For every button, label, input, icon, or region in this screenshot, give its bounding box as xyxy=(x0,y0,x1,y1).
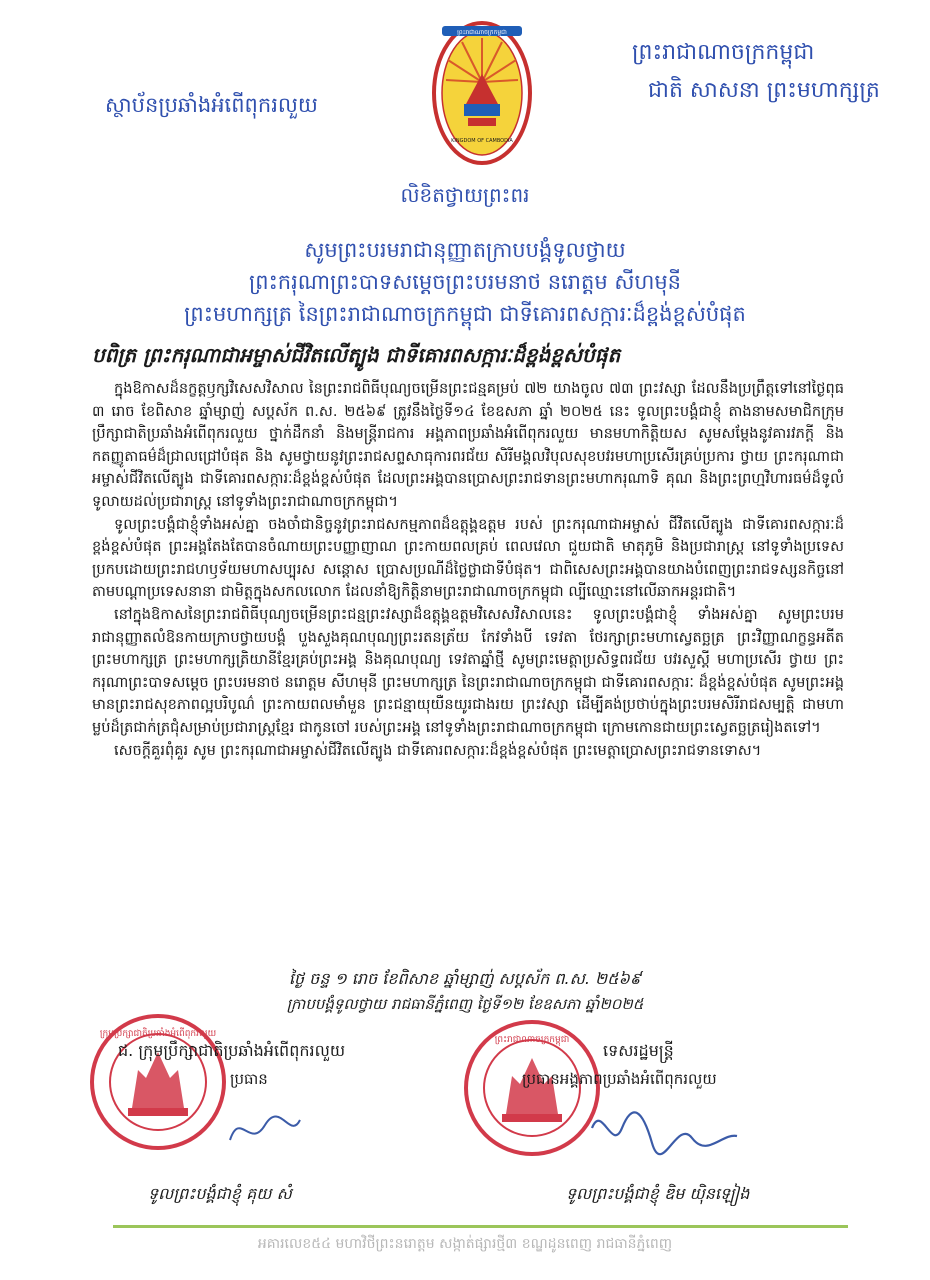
place-date: ក្រាបបង្គំទូលថ្វាយ រាជធានីភ្នំពេញ ថ្ងៃទី១២ ខែឧសភា ឆ្នាំ២០២៥ xyxy=(286,995,644,1013)
right-seal-text: ព្រះរាជាណាចក្រកម្ពុជា xyxy=(494,1035,570,1045)
emblem-top-text: ព្រះរាជាណាចក្រកម្ពុជា xyxy=(457,29,507,36)
right-signatory-role: ប្រធានអង្គភាពប្រឆាំងអំពើពុករលួយ xyxy=(522,1070,717,1088)
left-signatory-name: ទូលព្រះបង្គំជាខ្ញុំ គុយ សំ xyxy=(148,1184,292,1203)
address-line-1: សូមព្រះបរមរាជានុញ្ញាតក្រាបបង្គំទូលថ្វាយ xyxy=(304,238,626,262)
document-title: លិខិតថ្វាយព្រះពរ xyxy=(400,183,530,207)
paragraph: ទូលព្រះបង្គំជាខ្ញុំទាំងអស់គ្នា ចងចាំជានិច្ចនូវព្រះរាជសកម្មភាពដ៏ឧត្តុង្គឧត្តម របស់ ព្រះករុណាជាអម្ចាស់ ជីវិតលើត្បូង ជាទីគោរពសក្ការៈដ៏ខ្ពង់ខ្ពស់បំផុត ព្រះអង្គតែងតែបានចំណាយព្រះបញ្ញាញាណ ព្រះកាយពលគ្រប់ ពេលវេលា ជួយជាតិ មាតុភូមិ និងប្រជារាស្ត្រ នៅទូទាំងប្រទេសប្រកបដោយព្រះរាជហឫទ័យមហាសប្បុរស សន្តោស ប្រោសប្រណីដ៏ថ្លៃថ្លាជាទីបំផុត។ ជាពិសេសព្រះអង្គបានយាងបំពេញព្រះរាជទស្សនកិច្ចនៅតាមបណ្តាប្រទេសនានា ជាមិត្តក្នុងសកលលោក ដែលនាំឱ្យកិត្តិនាមព្រះរាជាណាចក្រកម្ពុជា ល្បីឈ្មោះនៅលើឆាកអន្តរជាតិ។ xyxy=(92,515,844,601)
left-seal-text: ក្រុមប្រឹក្សាជាតិប្រឆាំងអំពើពុករលួយ xyxy=(99,1029,217,1039)
address-line-2: ព្រះករុណាព្រះបាទសម្តេចព្រះបរមនាថ នរោត្តម សីហមុនី xyxy=(248,270,682,294)
address-line-3: ព្រះមហាក្សត្រ នៃព្រះរាជាណាចក្រកម្ពុជា ជាទីគោរពសក្ការៈដ៏ខ្ពង់ខ្ពស់បំផុត xyxy=(184,302,746,326)
left-official-seal-icon xyxy=(88,1012,228,1152)
right-signatory-title: ទេសរដ្ឋមន្ត្រី xyxy=(603,1041,674,1060)
emblem-bottom-text: KINGDOM OF CAMBODIA xyxy=(451,138,513,144)
royal-emblem-icon xyxy=(432,20,532,166)
right-signatory-name: ទូលព្រះបង្គំជាខ្ញុំ ឌិម យ៉ិនឡៀង xyxy=(566,1184,750,1203)
footer-divider xyxy=(113,1225,848,1228)
footer-address: អគារលេខ៥៤ មហាវិថីព្រះនរោត្តម សង្កាត់ផ្សារថ្មី៣ ខណ្ឌដូនពេញ រាជធានីភ្នំពេញ xyxy=(257,1236,673,1252)
letter-body xyxy=(92,378,844,762)
kingdom-name: ព្រះរាជាណាចក្រកម្ពុជា xyxy=(632,40,815,65)
agency-name: ស្ថាប័នប្រឆាំងអំពើពុករលួយ xyxy=(105,93,318,117)
salutation: បពិត្រ ព្រះករុណាជាអម្ចាស់ជីវិតលើត្បូង ជាទីគោរពសក្ការៈដ៏ខ្ពង់ខ្ពស់បំផុត xyxy=(92,343,621,367)
right-signature-icon xyxy=(582,1098,742,1158)
lunar-date: ថ្ងៃ ចន្ទ ១ រោច ខែពិសាខ ឆ្នាំម្សាញ់ សប្តស័ក ព.ស. ២៥៦៩ xyxy=(288,969,642,988)
paragraph: នៅក្នុងឱកាសនៃព្រះរាជពិធីបុណ្យចម្រើនព្រះជន្មព្រះវស្សាដ៏ឧត្តុង្គឧត្តមវិសេសវិសាលនេះ ទូលព្រះបង្គំជាខ្ញុំ ទាំងអស់គ្នា សូមព្រះបរមរាជានុញ្ញាតលំឱនកាយក្រាបថ្វាយបង្គំ បួងសួងគុណបុណ្យព្រះរតនត្រ័យ កែវទាំងបី ទេវតា ថែរក្សាព្រះមហាស្វេតច្ឆត្រ ព្រះវិញ្ញាណក្ខន្ធអតីតព្រះមហាក្សត្រ ព្រះមហាក្សត្រិយានីខ្មែរគ្រប់ព្រះអង្គ និងគុណបុណ្យ ទេវតាឆ្នាំថ្មី សូមព្រះមេត្តាប្រសិទ្ធពរជ័យ បវរសួស្តី មហាប្រសើរ ថ្វាយ ព្រះករុណាព្រះបាទសម្តេច ព្រះបរមនាថ នរោត្តម សីហមុនី ព្រះមហាក្សត្រ នៃព្រះរាជាណាចក្រកម្ពុជា ជាទីគោរពសក្ការៈ ដ៏ខ្ពង់ខ្ពស់បំផុត សូមព្រះអង្គមានព្រះរាជសុខភាពល្អបរិបូណ៌ ព្រះកាយពលមាំមួន ព្រះជន្មាយុយឺនយូរជាងរយ ព្រះវស្សា ដើម្បីគង់ប្រថាប់ក្នុងព្រះបរមសិរីរាជសម្បត្តិ ជាមហាម្លប់ដ៏ត្រជាក់ត្រជុំសម្រាប់ប្រជារាស្ត្រខ្មែរ ជាកូនចៅ របស់ព្រះអង្គ នៅទូទាំងព្រះរាជាណាចក្រកម្ពុជា ក្រោមកោនជាយព្រះស្វេតច្ឆត្ររៀងតទៅ។ xyxy=(92,605,844,736)
left-signature-icon xyxy=(210,1100,370,1160)
left-signatory-role: ប្រធាន xyxy=(230,1070,268,1088)
left-signatory-title: ជ. ក្រុមប្រឹក្សាជាតិប្រឆាំងអំពើពុករលួយ xyxy=(118,1041,346,1060)
national-motto: ជាតិ សាសនា ព្រះមហាក្សត្រ xyxy=(648,78,880,103)
paragraph: ក្នុងឱកាសដ៏នក្ខត្តឫក្សវិសេសវិសាល នៃព្រះរាជពិធីបុណ្យចម្រើនព្រះជន្មគម្រប់ ៧២ យាងចូល ៧៣ ព្រះវស្សា ដែលនឹងប្រព្រឹត្តទៅនៅថ្ងៃពុធ ៣ រោច ខែពិសាខ ឆ្នាំម្សាញ់ សប្តស័ក ព.ស. ២៥៦៩ ត្រូវនឹងថ្ងៃទី១៤ ខែឧសភា ឆ្នាំ ២០២៥ នេះ ទូលព្រះបង្គំជាខ្ញុំ តាងនាមសមាជិកក្រុមប្រឹក្សាជាតិប្រឆាំងអំពើពុករលួយ ថ្នាក់ដឹកនាំ និងមន្ត្រីរាជការ អង្គភាពប្រឆាំងអំពើពុករលួយ មានមហាកិត្តិយស សូមសម្តែងនូវគារវភក្តី និងកតញ្ញូតាធម៌ដ៏ជ្រាលជ្រៅបំផុត និង សូមថ្វាយនូវព្រះរាជសព្ទសាធុការពរជ័យ សិរីមង្គលវិបុលសុខបវរមហាប្រសើរគ្រប់ប្រការ ថ្វាយ ព្រះករុណាជា អម្ចាស់ជីវិតលើត្បូង ជាទីគោរពសក្ការៈដ៏ខ្ពង់ខ្ពស់បំផុត ដែលព្រះអង្គបានប្រោសព្រះរាជទានព្រះមហាករុណាទិ គុណ និងព្រះព្រហ្មវិហារធម៌ដ៏ទូលំទូលាយដល់ប្រជារាស្ត្រ នៅទូទាំងព្រះរាជាណាចក្រកម្ពុជា។ xyxy=(92,380,844,510)
paragraph: សេចក្តីគួរពុំគួរ សូម ព្រះករុណាជាអម្ចាស់ជីវិតលើត្បូង ជាទីគោរពសក្ការៈដ៏ខ្ពង់ខ្ពស់បំផុត ព្រះមេត្តាប្រោសព្រះរាជទានទោស។ xyxy=(114,741,762,759)
